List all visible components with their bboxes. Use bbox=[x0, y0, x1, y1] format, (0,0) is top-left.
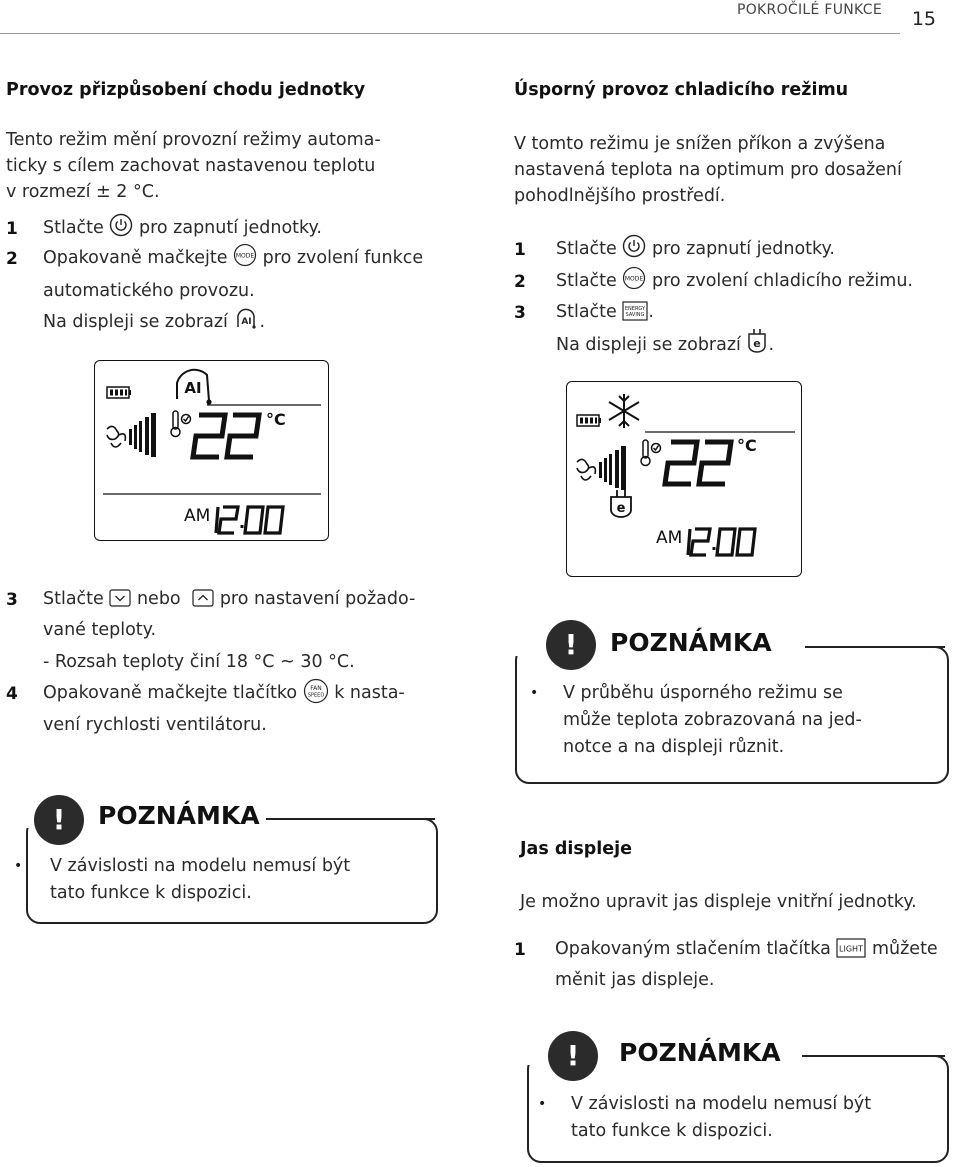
energy-saving-plug-icon bbox=[746, 328, 768, 354]
step-number: 3 bbox=[514, 303, 526, 323]
step-text: Stlačte bbox=[556, 271, 617, 291]
svg-text:AI: AI bbox=[184, 379, 202, 397]
right-step-3 bbox=[556, 297, 654, 327]
brightness-intro: Je možno upravit jas displeje vnitřní jednotky. bbox=[520, 892, 917, 912]
left-step-4-cont: vení rychlosti ventilátoru. bbox=[43, 715, 267, 735]
left-intro-line: v rozmezí ± 2 °C. bbox=[6, 182, 160, 202]
step-number: 1 bbox=[6, 219, 18, 239]
note-rule bbox=[806, 646, 945, 648]
right-intro-line: V tomto režimu je snížen příkon a zvýšena bbox=[514, 134, 886, 154]
temperature-range: - Rozsah teploty činí 18 °C ~ 30 °C. bbox=[43, 652, 355, 672]
left-step-2-cont: automatického provozu. bbox=[43, 281, 255, 301]
mode-button-icon bbox=[622, 266, 646, 290]
step-text: . bbox=[648, 302, 654, 322]
left-step-1 bbox=[43, 213, 322, 243]
am-label: AM bbox=[656, 528, 683, 548]
step-text: . bbox=[259, 312, 266, 332]
step-text: Stlačte bbox=[43, 589, 104, 609]
step-number: 2 bbox=[514, 272, 526, 292]
header-rule bbox=[0, 33, 900, 34]
left-section-title: Provoz přizpůsobení chodu jednotky bbox=[6, 80, 366, 100]
step-text: Na displeji se zobrazí bbox=[556, 335, 741, 355]
fan-speed-bars bbox=[129, 413, 156, 457]
bullet-icon: • bbox=[530, 685, 539, 701]
right-display-line bbox=[556, 328, 774, 360]
step-text: nebo bbox=[136, 589, 181, 609]
step-text: můžete bbox=[871, 939, 938, 959]
right-section-title: Úsporný provoz chladicího režimu bbox=[514, 80, 849, 100]
note-line-text: V průběhu úsporného režimu se bbox=[563, 683, 843, 703]
step-text: Na displeji se zobrazí bbox=[43, 312, 228, 332]
seven-segment-temperature bbox=[193, 415, 259, 457]
step-text: . bbox=[768, 335, 775, 355]
step-number: 4 bbox=[6, 684, 18, 704]
right-step-2 bbox=[556, 266, 913, 296]
fan-icon bbox=[577, 459, 595, 480]
power-button-icon bbox=[109, 213, 133, 237]
power-button-icon bbox=[622, 234, 646, 258]
bullet-icon: • bbox=[538, 1096, 547, 1112]
step-text: pro zvolení chladicího režimu. bbox=[651, 271, 913, 291]
svg-text:AI: AI bbox=[241, 317, 253, 327]
note-rule bbox=[803, 1055, 945, 1057]
right-lcd-display bbox=[566, 381, 802, 577]
left-step-4 bbox=[43, 678, 405, 708]
thermometer-icon bbox=[171, 411, 191, 437]
am-label: AM bbox=[184, 506, 211, 526]
step-number: 1 bbox=[514, 940, 526, 960]
brightness-title: Jas displeje bbox=[520, 839, 633, 859]
ai-mode-icon bbox=[233, 307, 259, 331]
left-lcd-display bbox=[94, 360, 329, 541]
signal-bars-icon bbox=[107, 387, 131, 398]
step-text: Stlačte bbox=[556, 239, 617, 259]
right-intro-line: pohodlnějšího prostředí. bbox=[514, 186, 726, 206]
right-intro-line: nastavená teplota na optimum pro dosažení bbox=[514, 160, 902, 180]
mode-button-icon bbox=[233, 243, 257, 267]
note-rule bbox=[300, 818, 435, 820]
step-number: 2 bbox=[6, 249, 18, 269]
step-text: Opakovaným stlačením tlačítka bbox=[555, 939, 831, 959]
left-note-text bbox=[50, 853, 350, 907]
snowflake-icon bbox=[609, 394, 639, 428]
step-text: pro zvolení funkce bbox=[262, 248, 424, 268]
light-button-icon bbox=[836, 938, 866, 958]
svg-text:LIGHT: LIGHT bbox=[839, 944, 864, 954]
step-text: pro zapnutí jednotky. bbox=[651, 239, 835, 259]
left-intro bbox=[6, 127, 381, 205]
seven-segment-clock bbox=[216, 507, 283, 533]
left-intro-line: Tento režim mění provozní režimy automa- bbox=[6, 130, 381, 150]
svg-text:e: e bbox=[616, 501, 626, 516]
step-text: Stlačte bbox=[43, 218, 104, 238]
svg-text:e: e bbox=[753, 337, 762, 350]
step-number: 3 bbox=[6, 590, 18, 610]
step-text: Stlačte bbox=[556, 302, 617, 322]
brightness-step-1-cont: měnit jas displeje. bbox=[555, 970, 715, 990]
svg-text:MODE: MODE bbox=[625, 275, 644, 283]
svg-text:ENERGY: ENERGY bbox=[625, 306, 646, 312]
left-intro-line: ticky s cílem zachovat nastavenou teplotu bbox=[6, 156, 376, 176]
step-number: 1 bbox=[514, 240, 526, 260]
energy-saving-button-icon bbox=[622, 301, 648, 321]
page-number: 15 bbox=[911, 8, 936, 30]
fan-speed-bars bbox=[599, 446, 626, 490]
right-note-text bbox=[563, 680, 862, 761]
step-text: Opakovaně mačkejte tlačítko bbox=[43, 683, 298, 703]
step-text: pro zapnutí jednotky. bbox=[138, 218, 322, 238]
energy-saving-plug-icon bbox=[611, 490, 631, 517]
left-display-line bbox=[43, 307, 265, 337]
temp-unit-label: °C bbox=[737, 436, 757, 455]
temp-up-button-icon bbox=[192, 588, 214, 608]
note-line-text: notce a na displeji různit. bbox=[563, 737, 785, 757]
step-text: k nasta- bbox=[334, 683, 405, 703]
step-text: Opakovaně mačkejte bbox=[43, 248, 228, 268]
note-line-text: může teplota zobrazovaná na jed- bbox=[563, 710, 862, 730]
signal-bars-icon bbox=[577, 415, 601, 426]
note-line-text: tato funkce k dispozici. bbox=[571, 1121, 773, 1141]
right-intro bbox=[514, 131, 902, 209]
section-name: POKROČILÉ FUNKCE bbox=[737, 2, 882, 18]
note-line-text: V závislosti na modelu nemusí být bbox=[571, 1094, 872, 1114]
right-lcd-graphics bbox=[567, 382, 801, 576]
left-step-3-cont: vané teploty. bbox=[43, 620, 157, 640]
left-note-title: POZNÁMKA bbox=[92, 801, 266, 830]
svg-text:SPEED: SPEED bbox=[307, 692, 324, 699]
left-step-2 bbox=[43, 243, 423, 273]
svg-text:SAVING: SAVING bbox=[625, 312, 645, 318]
left-step-3 bbox=[43, 584, 415, 614]
seven-segment-clock bbox=[688, 529, 755, 555]
bullet-icon: • bbox=[14, 858, 23, 874]
temp-down-button-icon bbox=[109, 588, 131, 608]
right-note2-text bbox=[571, 1091, 871, 1145]
warning-icon: ! bbox=[546, 620, 596, 670]
seven-segment-temperature bbox=[665, 442, 731, 484]
right-note2-title: POZNÁMKA bbox=[613, 1038, 787, 1067]
ai-head-icon bbox=[177, 370, 212, 405]
step-text: pro nastavení požado- bbox=[219, 589, 416, 609]
right-note-title: POZNÁMKA bbox=[604, 628, 778, 657]
note-line-text: tato funkce k dispozici. bbox=[50, 883, 252, 903]
warning-icon: ! bbox=[548, 1031, 598, 1081]
thermometer-icon bbox=[641, 440, 661, 466]
brightness-step-1 bbox=[555, 934, 938, 964]
svg-text:MODE: MODE bbox=[235, 252, 255, 260]
svg-text:FAN: FAN bbox=[309, 685, 322, 692]
left-lcd-graphics bbox=[95, 361, 328, 540]
fan-speed-button-icon bbox=[303, 678, 329, 704]
note-line-text: V závislosti na modelu nemusí být bbox=[50, 856, 351, 876]
right-step-1 bbox=[556, 234, 835, 264]
warning-icon: ! bbox=[34, 795, 84, 845]
temp-unit-label: °C bbox=[266, 410, 286, 429]
fan-icon bbox=[107, 426, 125, 447]
